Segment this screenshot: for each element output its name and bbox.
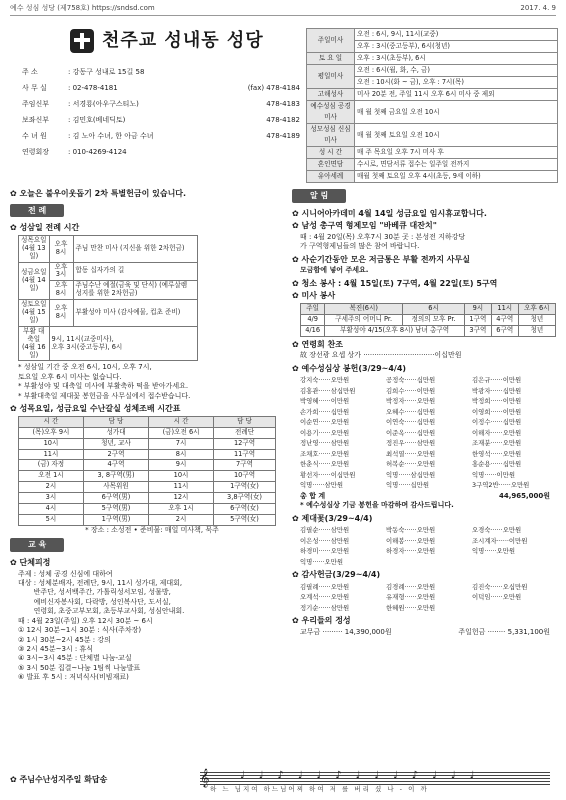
- donor-entry: 허복순······오만원: [386, 460, 436, 469]
- weekly-tithe: 교무금 ········· 14,390,000원: [300, 627, 392, 636]
- col-header: 11시: [491, 303, 518, 314]
- donor-entry: 박정자······오만원: [386, 397, 436, 406]
- church-name: 천주교 성내동 성당: [102, 30, 264, 52]
- adoration-cell: (금) 자정: [19, 460, 84, 471]
- donor-entry: 하경자······오만원: [386, 547, 436, 556]
- adoration-row: [19, 493, 276, 504]
- cell: 4/9: [301, 314, 325, 325]
- donor-entry: 익명······오만원: [472, 547, 516, 556]
- col-header: 오후 6시: [518, 303, 555, 314]
- thanks-names: [300, 582, 558, 614]
- notice-senior-academy: ✿ 시니어아카데미 4월 14일 성금요일 임시휴교합니다.: [292, 209, 558, 219]
- mass-service-table: [300, 303, 556, 337]
- schedule-row: [307, 29, 558, 41]
- info-number: 478-4189: [266, 131, 300, 140]
- adoration-cell: (목)오후 9시: [19, 427, 84, 438]
- note-line: * 성삼일 기간 중 오전 6시, 10시, 오후 7시,: [18, 363, 152, 372]
- section-liturgy-heading: 전 례: [10, 204, 64, 218]
- info-key: 사 무 실: [22, 83, 47, 92]
- day-date: (4월 13일): [21, 243, 46, 260]
- offering-total-row: [300, 492, 550, 500]
- donor-entry: 박광자······십만원: [472, 386, 522, 395]
- info-number: [211, 144, 302, 160]
- adoration-cell: 2시: [149, 514, 214, 525]
- schedule-line: 매 주 목요일 오후 7시 미사 후: [355, 147, 558, 159]
- retreat-line: ④ 3시~3시 45분 : 단체별 나눔-교실: [18, 654, 132, 663]
- schedule-row: [307, 159, 558, 171]
- schedule-line: 오전 : 6시, 9시, 11시(교중): [355, 29, 558, 41]
- holyweek-desc: 부활성야 미사 (감사예물, 컵초 준비): [73, 300, 198, 327]
- day-label: 성토요일: [21, 300, 47, 309]
- total-amount: 44,965,000원: [498, 491, 550, 500]
- info-row: [20, 112, 302, 128]
- name-row: [300, 459, 558, 470]
- donor-entry: [472, 557, 558, 568]
- cell: 4구역: [491, 314, 518, 325]
- memorial-line: 故 장선광 요셉 상가 ································이십만원: [300, 351, 462, 360]
- info-row: [20, 80, 302, 96]
- adoration-row: [19, 427, 276, 438]
- donor-entry: 정진우······삼만원: [386, 439, 436, 448]
- mass-schedule-table: [306, 28, 558, 183]
- cell: 구세주의 어머니 Pr.: [325, 314, 403, 325]
- adoration-row: [19, 460, 276, 471]
- holyweek-time: 오후 3시: [49, 262, 73, 281]
- adoration-note: * 장소 : 소성전 • 준비물: 매일 미사책, 묵주: [85, 525, 219, 534]
- donor-entry: 3구역2반······오만원: [472, 481, 530, 490]
- adoration-cell: 10시: [149, 471, 214, 482]
- schedule-line: 오후 : 3시(중고등부), 6시(청년): [355, 41, 558, 53]
- holyweek-day: [19, 300, 50, 327]
- donor-entry: 조재분······오만원: [472, 439, 522, 448]
- weekly-collection: 주일헌금 ········ 5,331,100원: [458, 627, 550, 636]
- name-row: [300, 386, 558, 397]
- adoration-cell: 7시: [149, 438, 214, 449]
- retreat-line: ⑤ 3시 50분 집결~나눔 1팀씩 나눔발표: [18, 663, 141, 672]
- donor-entry: 김은규······이만원: [472, 376, 522, 385]
- retreat-details: [10, 570, 286, 683]
- donor-entry: 김경례······오만원: [386, 582, 436, 591]
- info-value: : 강동구 성내로 15길 58: [68, 67, 145, 76]
- church-header: [10, 18, 306, 178]
- adoration-head-row: [19, 416, 276, 427]
- adoration-cell: 4구역: [83, 460, 148, 471]
- name-row: [300, 525, 558, 536]
- donor-entry: 한혜원······오만원: [386, 603, 436, 612]
- cell: 청년: [518, 314, 555, 325]
- adoration-cell: 오전 1시: [19, 471, 84, 482]
- donor-entry: 한춘식······오만원: [300, 460, 350, 469]
- donor-entry: 이덕임······오만원: [472, 593, 522, 602]
- retreat-line: ③ 2시 45분~3시 : 휴식: [18, 645, 94, 653]
- note-line: * 부활성야 및 대축일 미사에 부활축하 떡을 받아가세요.: [18, 382, 189, 391]
- col-header: 시 간: [19, 416, 84, 427]
- donor-entry: 이연숙······십만원: [386, 418, 436, 427]
- retreat-line: 예비신자봉사회, 다락방, 성인복사단, 도서실,: [18, 597, 171, 606]
- info-key: 주임신부: [22, 99, 50, 108]
- col-header: 6시: [403, 303, 465, 314]
- day-date: (4월 15일): [21, 308, 46, 324]
- mass-service-row: [301, 314, 556, 325]
- donor-entry: 정기순······삼만원: [300, 603, 350, 612]
- donor-entry: 홍순용······십만원: [472, 460, 522, 469]
- info-value: : 김민호(베네딕토): [68, 115, 126, 124]
- name-row: [300, 592, 558, 603]
- holyweek-time: 오후 8시: [49, 300, 73, 327]
- adoration-cell: 2구역: [83, 449, 148, 460]
- music-notes-icon: ♩♩♪♩♩♪♩♩♩♪♩♩♩: [240, 770, 489, 781]
- adoration-cell: 6구역(女): [214, 504, 276, 515]
- schedule-key: 유아세례: [307, 171, 355, 183]
- donor-entry: 조채호······오만원: [300, 449, 350, 458]
- name-row: [300, 582, 558, 593]
- donor-entry: 조시계자······이만원: [472, 536, 528, 545]
- adoration-row: [19, 514, 276, 525]
- donor-entry: [472, 603, 558, 614]
- adoration-cell: 7구역: [214, 460, 276, 471]
- retreat-line: ⑥ 발표 후 5시 : 저녁식사(비빔재료): [18, 673, 129, 682]
- notice-piggybank-body: 모금함에 넣어 주세요.: [300, 266, 369, 275]
- schedule-line: 매 월 첫째 금요일 오전 10시: [355, 101, 558, 124]
- holyweek-desc: 주님 만찬 미사 (지신을 위한 2차헌금): [73, 235, 198, 262]
- notice-line: ✿ 오늘은 불우이웃돕기 2차 특별헌금이 있습니다.: [10, 189, 286, 199]
- holyweek-notes: [10, 363, 286, 401]
- donor-entry: 익명······삼만원: [300, 481, 344, 490]
- adoration-title: ✿ 성목요일, 성금요일 수난갈실 성체조배 시간표: [10, 404, 286, 414]
- church-cross-logo: [70, 29, 94, 53]
- holyweek-desc: 주님수난 예절(금육 및 단식) (예루살렘 성지를 위한 2차헌금): [73, 281, 198, 300]
- adoration-cell: 1구역(女): [214, 482, 276, 493]
- logo-row: [10, 18, 306, 64]
- hymn-lyrics: 하 느 님지여 하느님어찌 하여 저 를 버리 셨 나 - 이 까: [210, 785, 429, 793]
- donor-entry: 이순연······오만원: [300, 418, 350, 427]
- name-row: [300, 428, 558, 439]
- schedule-row: [307, 53, 558, 65]
- holyweek-time: 오후 8시: [49, 281, 73, 300]
- holyweek-desc: [49, 326, 197, 361]
- right-column: [292, 186, 558, 637]
- day-date: (4월 14일): [21, 275, 46, 292]
- holyweek-row: [19, 235, 198, 262]
- info-row: [20, 96, 302, 112]
- info-key: 주 소: [22, 67, 38, 76]
- donor-entry: 김진숙······오십만원: [472, 582, 528, 591]
- donor-entry: 강지숙······오만원: [300, 376, 350, 385]
- weekly-row: [300, 628, 550, 636]
- schedule-row: [307, 65, 558, 77]
- schedule-key: 평일미사: [307, 65, 355, 89]
- hymn-title: ✿ 주님수난성지주일 화답송: [10, 775, 107, 785]
- holyweek-row: [19, 326, 198, 361]
- retreat-line: ② 1시 30분~2시 45분 : 강의: [18, 635, 111, 644]
- donor-entry: 이은성······삼만원: [300, 536, 350, 545]
- day-label: 성금요일: [21, 267, 47, 276]
- donor-entry: 오계석······오만원: [300, 593, 350, 602]
- donor-entry: 익명······오만원: [300, 557, 344, 566]
- flowers-title: ✿ 제대꽃(3/29~4/4): [292, 514, 558, 524]
- adoration-cell: 5구역(女): [214, 514, 276, 525]
- schedule-line: 미사 20분 전, 주일 11시 오후 6시 미사 중 제외: [355, 89, 558, 101]
- adoration-cell: 청년, 교사: [83, 438, 148, 449]
- retreat-line: 반주단, 성서백주간, 가톨릭성서모임, 성물방,: [18, 588, 171, 597]
- adoration-row: [19, 504, 276, 515]
- donor-entry: 이해자······오만원: [472, 428, 522, 437]
- offering-names: [300, 375, 558, 491]
- cell: 1구역: [464, 314, 491, 325]
- adoration-cell: 2시: [19, 482, 84, 493]
- hymn-footer: [10, 766, 558, 794]
- col-header: 주일: [301, 303, 325, 314]
- schedule-key: 혼인면담: [307, 159, 355, 171]
- name-row: [300, 480, 558, 491]
- adoration-cell: 11구역: [214, 449, 276, 460]
- adoration-cell: 3, 8구역(男): [83, 471, 148, 482]
- adoration-cell: 사목위원: [83, 482, 148, 493]
- name-row: [300, 396, 558, 407]
- notice-piggybank: ✿ 사순기간동안 모은 저금통은 부활 전까지 사무실: [292, 255, 558, 265]
- name-row: [300, 536, 558, 547]
- schedule-line: 매 월 첫째 토요일 오전 10시: [355, 124, 558, 147]
- col-header: 복진(6시): [325, 303, 403, 314]
- name-row: [300, 375, 558, 386]
- adoration-cell: 6구역(男): [83, 493, 148, 504]
- cell: 청년: [518, 325, 555, 336]
- donor-entry: 김필례······오만원: [300, 582, 350, 591]
- adoration-row: [19, 438, 276, 449]
- donor-entry: 황선자······이십만원: [300, 470, 356, 479]
- note-line: * 부활대축일 제대꽃 봉헌금을 사무실에서 접수받습니다.: [18, 391, 191, 400]
- note-line: 토요일 오후 6시 미사는 없습니다.: [18, 372, 122, 381]
- left-column: [10, 186, 286, 683]
- notice-bbq-title: ✿ 남성 총구역 형제모임 "바베큐 대잔치": [292, 221, 558, 231]
- holyweek-time: 오후 8시: [49, 235, 73, 262]
- adoration-row: [19, 471, 276, 482]
- info-row: [20, 128, 302, 144]
- weekly-title: ✿ 우리들의 정성: [292, 616, 558, 626]
- notice-cleaning: ✿ 청소 봉사 : 4월 15일(토) 7구역, 4월 22일(토) 5구역: [292, 279, 558, 289]
- donor-entry: 이용기······오만원: [300, 428, 350, 437]
- donor-entry: [386, 557, 472, 568]
- memorial-title: ✿ 연령회 찬조: [292, 340, 558, 350]
- info-number: 478-4182: [266, 115, 300, 124]
- adoration-cell: 3,8구역(女): [214, 493, 276, 504]
- mass-service-head: [301, 303, 556, 314]
- adoration-cell: 12시: [149, 493, 214, 504]
- name-row: [300, 603, 558, 614]
- adoration-cell: 전례단: [214, 427, 276, 438]
- info-row: [20, 144, 302, 160]
- holyweek-row: [19, 262, 198, 281]
- info-row: [20, 64, 302, 80]
- adoration-cell: 11시: [149, 482, 214, 493]
- adoration-cell: 11시: [19, 449, 84, 460]
- donor-entry: 하경미······오만원: [300, 547, 350, 556]
- schedule-key: 성모성심 신심미사: [307, 124, 355, 147]
- holyweek-day: [19, 235, 50, 262]
- adoration-cell: 9시: [149, 460, 214, 471]
- holyweek-row: [19, 300, 198, 327]
- info-value: : 서경룡(아우구스티노): [68, 99, 139, 108]
- donor-entry: 익명······이만원: [472, 470, 516, 479]
- adoration-cell: 5시: [19, 514, 84, 525]
- info-number: (fax) 478-4184: [247, 83, 300, 92]
- schedule-key: 예수성심 공경미사: [307, 101, 355, 124]
- bulletin-issue: 예수 성심 성당 (제758호) https://sndsd.com: [10, 4, 155, 12]
- donor-entry: 한영석······오만원: [472, 449, 522, 458]
- schedule-key: 성 시 간: [307, 147, 355, 159]
- cell: 부활성야 4/15(오후 8시) 남녀 총구역: [325, 325, 465, 336]
- notice-bbq-line: 때 : 4월 20일(목) 오후7시 30분 곳 : 본성전 지하강당: [300, 232, 466, 241]
- adoration-cell: 오후 1시: [149, 504, 214, 515]
- info-key: 수 녀 원: [22, 131, 47, 140]
- holyweek-day: [19, 326, 50, 361]
- schedule-line: 오후 : 3시(초등부), 6시: [355, 53, 558, 65]
- section-notice-heading: 알 림: [292, 189, 346, 203]
- donor-entry: 정난영······삼만원: [300, 439, 350, 448]
- donor-entry: 이해봉······오만원: [386, 536, 436, 545]
- offering-title: ✿ 예수성심상 봉헌(3/29~4/4): [292, 364, 558, 374]
- section-education-heading: 교 육: [10, 538, 64, 552]
- donor-entry: 익명······십만원: [386, 481, 430, 490]
- holyweek-day: [19, 262, 50, 300]
- retreat-line: ① 12시 30분~1시 30분 : 식사(주차장): [18, 626, 142, 635]
- schedule-key: 토 요 일: [307, 53, 355, 65]
- schedule-line: 수시로, 면담서류 접수는 일주일 전까지: [355, 159, 558, 171]
- info-value: : 02-478-4181: [68, 83, 118, 92]
- donor-entry: 박정희······이만원: [472, 397, 522, 406]
- total-label: 총 합 계: [300, 491, 326, 500]
- day-label: 부활 대축일: [23, 326, 45, 343]
- info-number: 478-4183: [266, 99, 300, 108]
- notice-bbq-line: 가 구역형제님들의 많은 참여 바랍니다.: [300, 242, 420, 251]
- donor-entry: 익명······삼십만원: [386, 470, 436, 479]
- schedule-line: 오전 : 10시(화 ~ 금), 오후 : 7시(목): [355, 77, 558, 89]
- adoration-cell: 8시: [149, 449, 214, 460]
- cell: 정의의 모후 Pr.: [403, 314, 465, 325]
- bulletin-date: 2017. 4. 9: [520, 4, 556, 12]
- donor-entry: 박동숙······오만원: [386, 526, 436, 535]
- donor-entry: 김희수······이만원: [386, 386, 436, 395]
- col-header: 담 당: [83, 416, 148, 427]
- name-row: [300, 417, 558, 428]
- adoration-cell: 성가대: [83, 427, 148, 438]
- name-row: [300, 449, 558, 460]
- flowers-names: [300, 525, 558, 567]
- col-header: 담 당: [214, 416, 276, 427]
- retreat-line: 때 : 4월 23일(주일) 오후 12시 30분 ~ 6시: [18, 616, 153, 625]
- donor-entry: 이영희······이만원: [472, 407, 522, 416]
- name-row: [300, 557, 558, 568]
- easter-time-2: 오후 3시(중고등부), 6시: [51, 342, 123, 351]
- adoration-cell: 1구역(男): [83, 514, 148, 525]
- schedule-row: [307, 124, 558, 147]
- easter-time-1: 9시, 11시(교중미사),: [51, 334, 114, 343]
- contact-info-table: [20, 64, 302, 160]
- donor-entry: 박영혜······이만원: [300, 397, 350, 406]
- cell: 6구역: [491, 325, 518, 336]
- name-row: [300, 546, 558, 557]
- thanks-title: ✿ 감사헌금(3/29~4/4): [292, 570, 558, 580]
- donor-entry: 손가희······십만원: [300, 407, 350, 416]
- name-row: [300, 438, 558, 449]
- mass-service-title: ✿ 미사 봉사: [292, 291, 558, 301]
- offering-note-text: 예수성심상 기금 봉헌을 마감하며 감사드립니다.: [306, 501, 454, 510]
- schedule-row: [307, 101, 558, 124]
- adoration-cell: 4시: [19, 504, 84, 515]
- donor-entry: 최석열······오만원: [386, 449, 436, 458]
- adoration-cell: 10구역: [214, 471, 276, 482]
- name-row: [300, 407, 558, 418]
- donor-entry: 김홍관······삼십만원: [300, 386, 356, 395]
- name-row: [300, 470, 558, 481]
- retreat-line: 주제 : 성체 공경 신심에 대하여: [18, 569, 113, 578]
- schedule-row: [307, 147, 558, 159]
- info-value: : 010-4269-4124: [68, 147, 127, 156]
- adoration-row: [19, 482, 276, 493]
- mass-service-row: [301, 325, 556, 336]
- holyweek-table: [18, 235, 198, 362]
- info-number: [211, 64, 302, 80]
- info-key: 연령회장: [22, 147, 50, 156]
- day-label: 성목요일: [21, 235, 47, 244]
- info-key: 보좌신부: [22, 115, 50, 124]
- donor-entry: 오혜수······십만원: [386, 407, 436, 416]
- donor-entry: 이정수······십만원: [472, 418, 522, 427]
- retreat-line: 연령회, 초중고부모회, 초등부교사회, 성심안내회.: [18, 607, 185, 616]
- schedule-row: [307, 171, 558, 183]
- adoration-cell: 12구역: [214, 438, 276, 449]
- retreat-title: ✿ 단체피정: [10, 558, 286, 568]
- treble-clef-icon: 𝄞: [200, 768, 210, 787]
- adoration-cell: 10시: [19, 438, 84, 449]
- top-bar: [10, 4, 556, 16]
- schedule-line: 매월 첫째 토요일 오후 4시(초등, 9세 이하): [355, 171, 558, 183]
- donor-entry: 이준옥······십만원: [386, 428, 436, 437]
- adoration-cell: 5구역(男): [83, 504, 148, 515]
- info-value: : 김 노아 수녀, 한 아금 수녀: [68, 131, 154, 140]
- schedule-key: 고해성사: [307, 89, 355, 101]
- holyweek-desc: 합동 십자가의 길: [73, 262, 198, 281]
- holyweek-title: ✿ 성삼일 전례 시간: [10, 223, 286, 233]
- adoration-row: [19, 449, 276, 460]
- col-header: 9시: [464, 303, 491, 314]
- offering-note: * 예수성심상 기금 봉헌을 마감하며 감사드립니다.: [300, 501, 454, 510]
- donor-entry: 공정숙······십만원: [386, 376, 436, 385]
- schedule-key: 주일미사: [307, 29, 355, 53]
- schedule-line: 오전 : 6시(월, 화, 수, 금): [355, 65, 558, 77]
- donor-entry: 오경숙······오만원: [472, 526, 522, 535]
- adoration-table: [18, 416, 276, 526]
- donor-entry: 유재형······오만원: [386, 593, 436, 602]
- adoration-cell: 3시: [19, 493, 84, 504]
- cell: 4/16: [301, 325, 325, 336]
- schedule-row: [307, 89, 558, 101]
- col-header: 시 간: [149, 416, 214, 427]
- day-date: (4월 16일): [21, 342, 46, 359]
- adoration-cell: (금)오전 6시: [149, 427, 214, 438]
- donor-entry: 김필순······삼만원: [300, 526, 350, 535]
- retreat-line: 대상 : 성체분배자, 전례단, 9시, 11시 성가대, 제대회,: [18, 578, 183, 587]
- cell: 3구역: [464, 325, 491, 336]
